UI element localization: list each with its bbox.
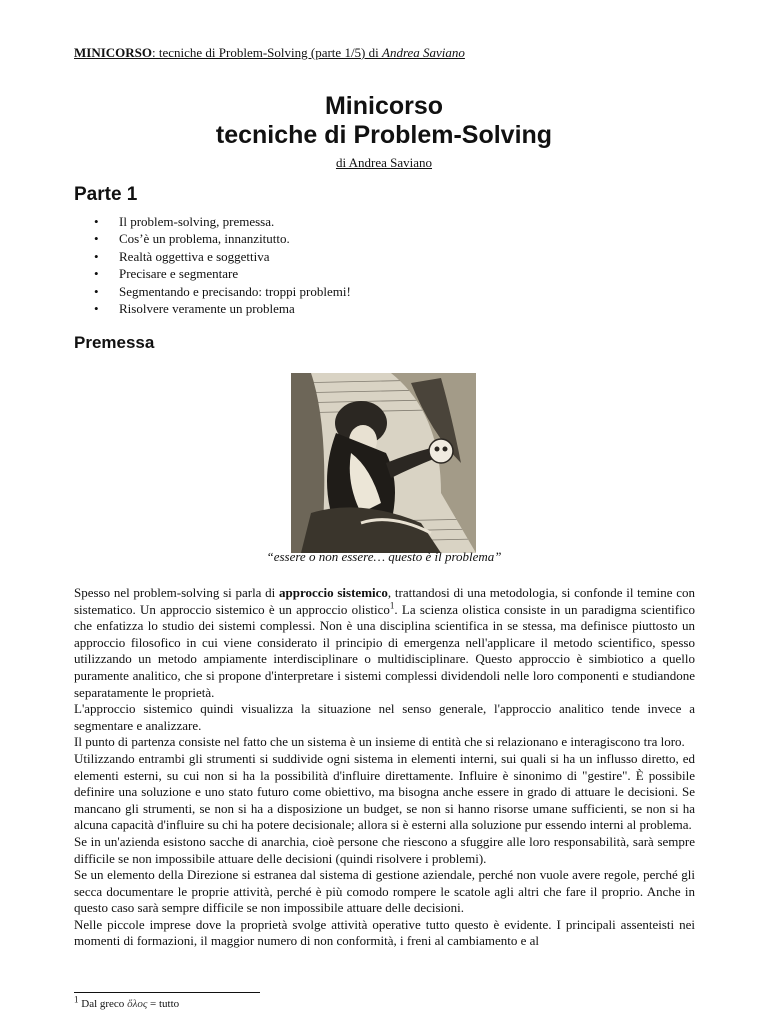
- body-text: [74, 585, 695, 950]
- header-label: MINICORSO: [74, 45, 153, 60]
- header-text: : tecniche di Problem-Solving (parte 1/5) di: [152, 45, 382, 60]
- section-heading: Premessa: [74, 333, 155, 352]
- footnote-mark: 1: [74, 994, 79, 1005]
- footnote-text: Dal greco: [78, 998, 128, 1010]
- bold-term: approccio sistemico: [279, 585, 388, 600]
- header-author: Andrea Saviano: [382, 45, 465, 60]
- body-paragraph: Il punto di partenza consiste nel fatto che un sistema è un insieme di entità che si relazionano e interagiscono tra loro.: [74, 734, 685, 750]
- body-paragraph: [74, 585, 695, 701]
- body-paragraph: L'approccio sistemico quindi visualizza la situazione nel senso generale, l'approccio analitico tende invece a segmentare e analizzare.: [74, 701, 695, 733]
- footnote-greek-word: ὅλος: [127, 998, 148, 1010]
- paragraph-text: . La scienza olistica consiste in un paradigma scientifico che enfatizza lo studio dei sistemi complessi. Non è una disciplina scientifica in se stessa, ma definisce piuttosto un approccio filosofico in cui viene considerato il principio di emergenza nell'applicare il metodo scientifico, spesso utilizzando un metodo ampiamente interdisciplinare o multidisciplinare. Questo approccio è simbiotico a quello puramente analitico, che si propone d'interpretare i sistemi complessi dividendoli nelle loro componenti e studiandone separatamente le proprietà.: [74, 601, 696, 700]
- page-header: [74, 45, 465, 61]
- footnote: [74, 994, 180, 1010]
- body-paragraph: Se un elemento della Direzione si estranea dal sistema di gestione aziendale, perché non vuole avere regole, perché gli secca documentare le proprie attività, perché è più comodo rompere le scatole agli altri che fare il proprio. Anche in questo caso sarà sempre difficile se non impossibile attuare delle decisioni.: [74, 867, 695, 916]
- body-paragraph: Se in un'azienda esistono sacche di anarchia, cioè persone che riescono a sfuggire alle loro responsabilità, sarà sempre difficile se non impossibile attuare delle decisioni (quindi risolvere i problemi).: [74, 833, 695, 866]
- toc-item: • Il problem-solving, premessa.: [74, 213, 351, 230]
- footnote-divider: [74, 992, 260, 993]
- toc-item: • Segmentando e precisando: troppi problemi!: [74, 283, 351, 300]
- part-heading: Parte 1: [74, 184, 138, 205]
- toc-item: • Cos’è un problema, innanzitutto.: [74, 230, 351, 247]
- toc-item: • Precisare e segmentare: [74, 265, 351, 282]
- paragraph-text: Spesso nel problem-solving si parla di: [74, 585, 279, 600]
- body-paragraph: Utilizzando entrambi gli strumenti si suddivide ogni sistema in elementi interni, sui quali si ha un influsso diretto, ed elementi esterni, su cui non si ha la possibilità d'influire direttamente. Influire è sinonimo di "gestire". È possibile definire una soluzione e uno stato futuro come obiettivo, ma bisogna anche essere in grado di attuare le decisioni. Se mancano gli strumenti, se non si ha a disposizione un budget, se non si hanno risorse umane sufficienti, se non si ha alcuna capacità d'influire su chi ha potere decisionale; allora si è esterni alla soluzione pur essendo interni al problema.: [74, 750, 695, 833]
- image-caption: “essere o non essere… questo è il problema”: [266, 549, 502, 564]
- byline: di Andrea Saviano: [335, 155, 433, 170]
- body-paragraph: Nelle piccole imprese dove la proprietà svolge attività operative tutto questo è evidente. I principali assenteisti nei momenti di formazioni, il maggior numero di non conformità, i freni al cambiamento e al: [74, 916, 695, 949]
- table-of-contents: [74, 213, 351, 317]
- paragraph-text: , trattandosi di una metodologia, si confonde il temine con sistematico. Un approccio sistemico è un approccio olistico: [74, 585, 696, 617]
- toc-item: • Realtà oggettiva e soggettiva: [74, 248, 351, 265]
- document-title-line1: Minicorso: [324, 92, 444, 120]
- toc-item: • Risolvere veramente un problema: [74, 300, 351, 317]
- hamlet-engraving-image: [291, 373, 476, 553]
- footnote-reference: 1: [389, 600, 395, 611]
- document-title-line2: tecniche di Problem-Solving: [215, 121, 553, 149]
- footnote-text: = tutto: [147, 998, 180, 1010]
